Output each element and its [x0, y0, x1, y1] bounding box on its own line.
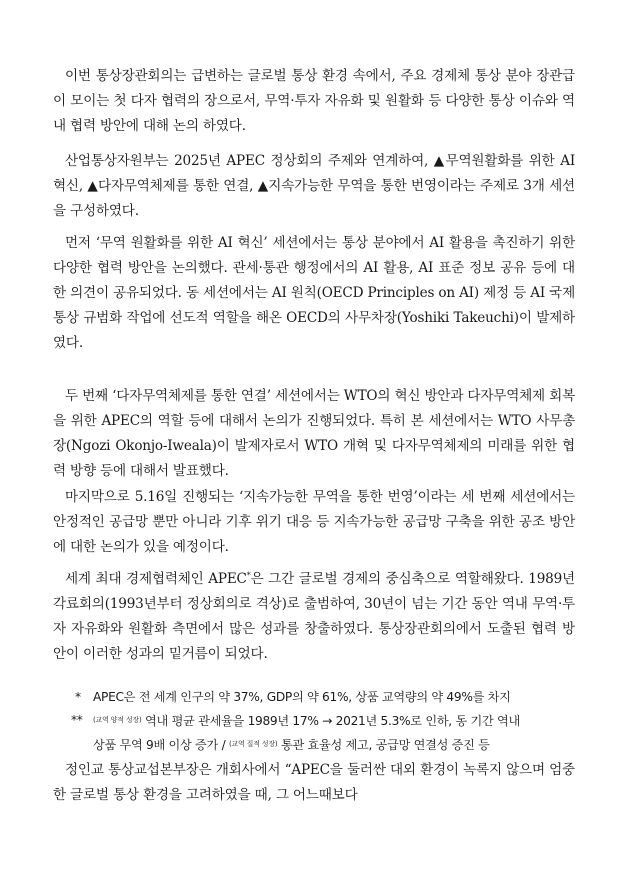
- footnote-apec-share: [53, 686, 575, 709]
- footnotes: [53, 686, 575, 757]
- footnote-ref-mark: *: [246, 571, 251, 580]
- paragraph-session-multilateral: 두 번째 ‘다자무역체제를 통한 연결’ 세션에서는 WTO의 혁신 방안과 다자무역체제 회복을 위한 APEC의 역할 등에 대해서 논의가 진행되었다. 특히 본 세션에서는 WTO 사무총장(Ngozi Okonjo-Iweala)이 발제자로서 WTO 개혁 및 다자무역체제의 미래를 위한 협력 방향 등에 대해서 발표했다.: [53, 388, 575, 479]
- footnote-text-line1: 역내 평균 관세율을 1989년 17% → 2021년 5.3%로 인하, 동 기간 역내: [141, 714, 520, 728]
- apec-text-b: 은 그간 글로벌 경제의 중심축으로 역할해왔다. 1989년 각료회의(1993년부터 정상회의로 격상)로 출범하여, 30년이 넘는 기간 동안 역내 무역·투자 자유화와 원활화 측면에서 많은 성과를 창출하였다. 통상장관회의에서 도출된 협력 방안이 이러한 성과의 밑거름이 되었다.: [53, 571, 575, 662]
- footnote-text: APEC은 전 세계 인구의 약 37%, GDP의 약 61%, 상품 교역량의 약 49%를 차지: [93, 690, 511, 704]
- qualitative-growth-tag: (교역 질적 성장): [228, 740, 278, 748]
- footnote-mark-double: **: [71, 713, 83, 727]
- footnote-text-line2: 상품 무역 9배 이상 증가 /: [93, 738, 229, 752]
- footnote-text-line3: 통관 효율성 제고, 공급망 연결성 증진 등: [277, 738, 490, 752]
- footnote-apec-achievements: [53, 709, 575, 757]
- paragraph-session-sustainable: 마지막으로 5.16일 진행되는 ‘지속가능한 무역을 통한 번영’이라는 세 번째 세션에서는 안정적인 공급망 뿐만 아니라 기후 위기 대응 등 지속가능한 공급망 구축을 위한 공조 방안에 대한 논의가 있을 예정이다.: [53, 489, 575, 555]
- paragraph-apec-history: [53, 567, 575, 667]
- paragraph-session-ai-innovation: 먼저 ‘무역 원활화를 위한 AI 혁신’ 세션에서는 통상 분야에서 AI 활용을 촉진하기 위한 다양한 협력 방안을 논의했다. 관세·통관 행정에서의 AI 활용, AI 표준 정보 공유 등에 대한 의견이 공유되었다. 동 세션에서는 AI 원칙(OECD Principles on AI) 제정 등 AI 국제 통상 규범화 작업에 선도적 역할을 해온 OECD의 사무차장(Yoshiki Takeuchi)이 발제하였다.: [53, 235, 575, 351]
- paragraph-meeting-overview: 이번 통상장관회의는 급변하는 글로벌 통상 환경 속에서, 주요 경제체 통상 분야 장관급이 모이는 첫 다자 협력의 장으로서, 무역·투자 자유화 및 원활화 등 다양한 통상 이슈와 역내 협력 방안에 대해 논의 하였다.: [53, 68, 575, 134]
- apec-text-a: 세계 최대 경제협력체인 APEC: [65, 571, 247, 587]
- footnote-mark-single: *: [75, 690, 81, 704]
- quantitative-growth-tag: (교역 양적 성장): [93, 716, 142, 724]
- paragraph-session-structure: 산업통상자원부는 2025년 APEC 정상회의 주제와 연계하여, ▲무역원활화를 위한 AI 혁신, ▲다자무역체제를 통한 연결, ▲지속가능한 무역을 통한 번영이라는 주제로 3개 세션을 구성하였다.: [53, 153, 575, 219]
- paragraph-opening-remarks: 정인교 통상교섭본부장은 개회사에서 “APEC을 둘러싼 대외 환경이 녹록지 않으며 엄중한 글로벌 통상 환경을 고려하였을 때, 그 어느때보다: [53, 762, 575, 803]
